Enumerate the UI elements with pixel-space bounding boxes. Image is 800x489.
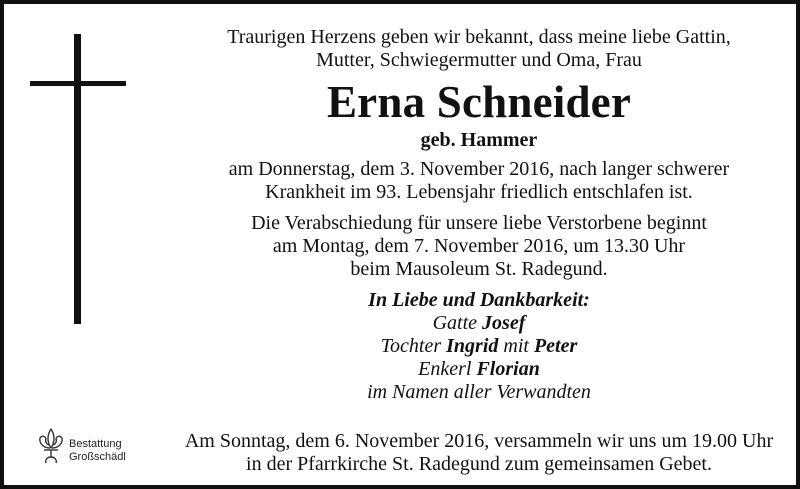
cross-icon [74, 34, 81, 324]
maiden-name: geb. Hammer [420, 129, 538, 151]
mourner-daughter-name: Ingrid [446, 335, 499, 357]
intro-line-1: Traurigen Herzens geben wir bekannt, dass meine liebe Gattin, [227, 26, 731, 48]
mourner-daughter-mid: mit [498, 335, 534, 357]
mourners-heading: In Liebe und Dankbarkeit: [368, 289, 590, 311]
death-line-2: Krankheit im 93. Lebensjahr friedlich entschlafen ist. [265, 181, 693, 203]
death-line-1: am Donnerstag, dem 3. November 2016, nach langer schwerer [228, 158, 730, 180]
mourner-husband-prefix: Gatte [432, 312, 483, 334]
farewell-line-2: am Montag, dem 7. November 2016, um 13.30 Uhr [272, 235, 686, 257]
mourner-daughter-prefix: Tochter [380, 335, 447, 357]
funeral-home-line-1: Bestattung [69, 438, 122, 450]
mourner-daughter-partner: Peter [533, 335, 578, 357]
funeral-home-logo [36, 426, 151, 468]
mourner-husband-name: Josef [482, 312, 526, 334]
mourner-daughter [164, 335, 794, 358]
mourner-grandson-prefix: Enkerl [418, 358, 477, 380]
fleur-de-lis-icon [36, 426, 66, 466]
mourner-grandson [164, 358, 794, 381]
obituary-text [164, 26, 794, 404]
farewell-line-3: beim Mausoleum St. Radegund. [350, 258, 608, 280]
mourner-grandson-name: Florian [476, 358, 540, 380]
funeral-home-line-2: Großschädl [69, 451, 126, 463]
prayer-line-2: in der Pfarrkirche St. Radegund zum gemeinsamen Gebet. [246, 453, 712, 475]
funeral-home-name [69, 438, 126, 464]
mourner-relatives: im Namen aller Verwandten [367, 381, 591, 403]
cross-bar [30, 81, 126, 86]
farewell-line-1: Die Verabschiedung für unsere liebe Verstorbene beginnt [251, 212, 707, 234]
prayer-notice [164, 430, 794, 476]
deceased-name: Erna Schneider [326, 77, 632, 127]
prayer-line-1: Am Sonntag, dem 6. November 2016, versammeln wir uns um 19.00 Uhr [184, 430, 774, 452]
mourner-husband [164, 312, 794, 335]
intro-line-2: Mutter, Schwiegermutter und Oma, Frau [316, 49, 642, 71]
